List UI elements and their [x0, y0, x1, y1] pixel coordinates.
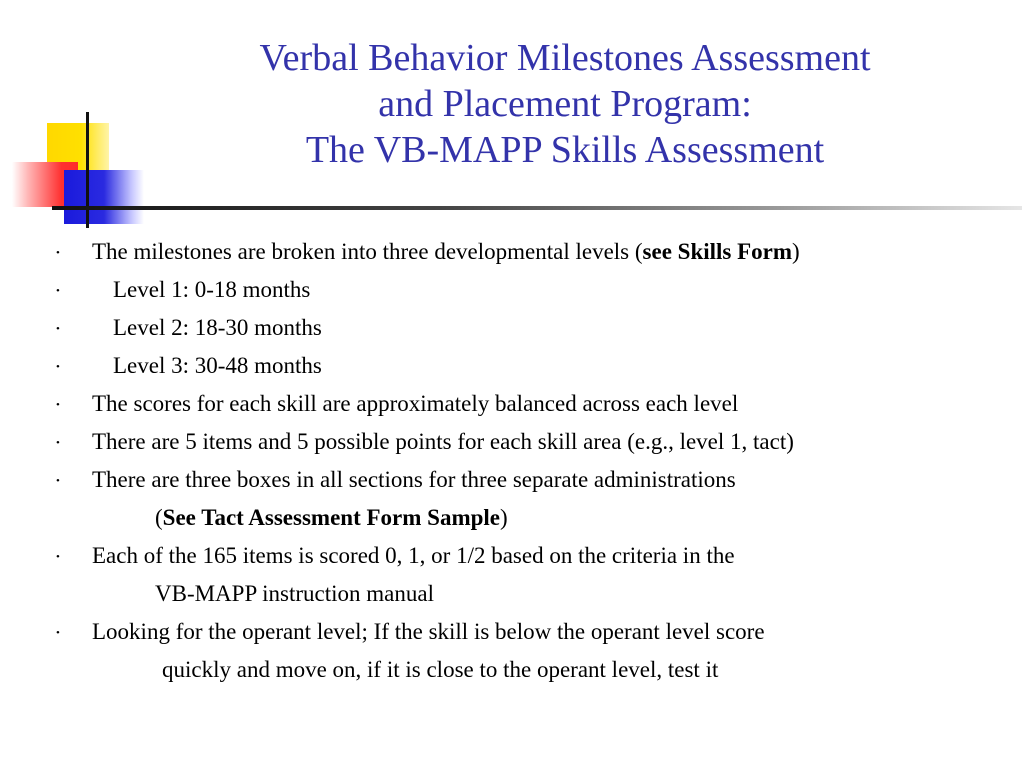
bullet-text: Level 1: 0-18 months: [113, 277, 311, 302]
bullet-marker: •: [56, 285, 60, 297]
title-divider-line: [52, 206, 1022, 210]
bullet-text: Level 3: 30-48 months: [113, 353, 322, 378]
title-line-1: Verbal Behavior Milestones Assessment: [259, 37, 871, 79]
bullet-item: [0, 423, 1024, 461]
bullet-item: [0, 613, 1024, 651]
bullet-marker: •: [56, 247, 60, 259]
bullet-marker: •: [56, 323, 60, 335]
bullet-item: [0, 385, 1024, 423]
tact-form-reference: See Tact Assessment Form Sample: [162, 505, 500, 530]
bullet-item: [0, 537, 1024, 575]
bullet-continuation: [0, 651, 1024, 689]
bullet-text: The scores for each skill are approximately balanced across each level: [92, 391, 739, 416]
bullet-marker: •: [56, 627, 60, 639]
decor-vertical-line: [86, 112, 89, 228]
bullet-continuation: [0, 575, 1024, 613]
bullet-text: Each of the 165 items is scored 0, 1, or 1/2 based on the criteria in the: [92, 543, 735, 568]
bullet-marker: •: [56, 399, 60, 411]
bullet-text: There are three boxes in all sections for three separate administrations: [92, 467, 736, 492]
bullet-marker: •: [56, 475, 60, 487]
bullet-list: [0, 233, 1024, 689]
bullet-continuation-text: (See Tact Assessment Form Sample): [155, 505, 508, 530]
bullet-item: [0, 309, 1024, 347]
slide-title: [170, 35, 960, 173]
bullet-text: Looking for the operant level; If the skill is below the operant level score: [92, 619, 765, 644]
bullet-item: [0, 271, 1024, 309]
bullet-text: There are 5 items and 5 possible points for each skill area (e.g., level 1, tact): [92, 429, 794, 454]
bullet-continuation-text: VB-MAPP instruction manual: [155, 581, 434, 606]
bullet-marker: •: [56, 551, 60, 563]
bullet-item: [0, 347, 1024, 385]
bullet-text: The milestones are broken into three developmental levels (see Skills Form): [92, 239, 800, 264]
bullet-item: [0, 461, 1024, 499]
skills-form-reference: see Skills Form: [642, 239, 793, 264]
title-line-3: The VB-MAPP Skills Assessment: [305, 129, 825, 171]
bullet-item: [0, 233, 1024, 271]
decor-blue-rectangle: [64, 170, 144, 224]
bullet-text: Level 2: 18-30 months: [113, 315, 322, 340]
bullet-continuation-text: quickly and move on, if it is close to the operant level, test it: [162, 657, 719, 682]
bullet-marker: •: [56, 437, 60, 449]
bullet-continuation: [0, 499, 1024, 537]
bullet-marker: •: [56, 361, 60, 373]
title-line-2: and Placement Program:: [378, 83, 752, 125]
